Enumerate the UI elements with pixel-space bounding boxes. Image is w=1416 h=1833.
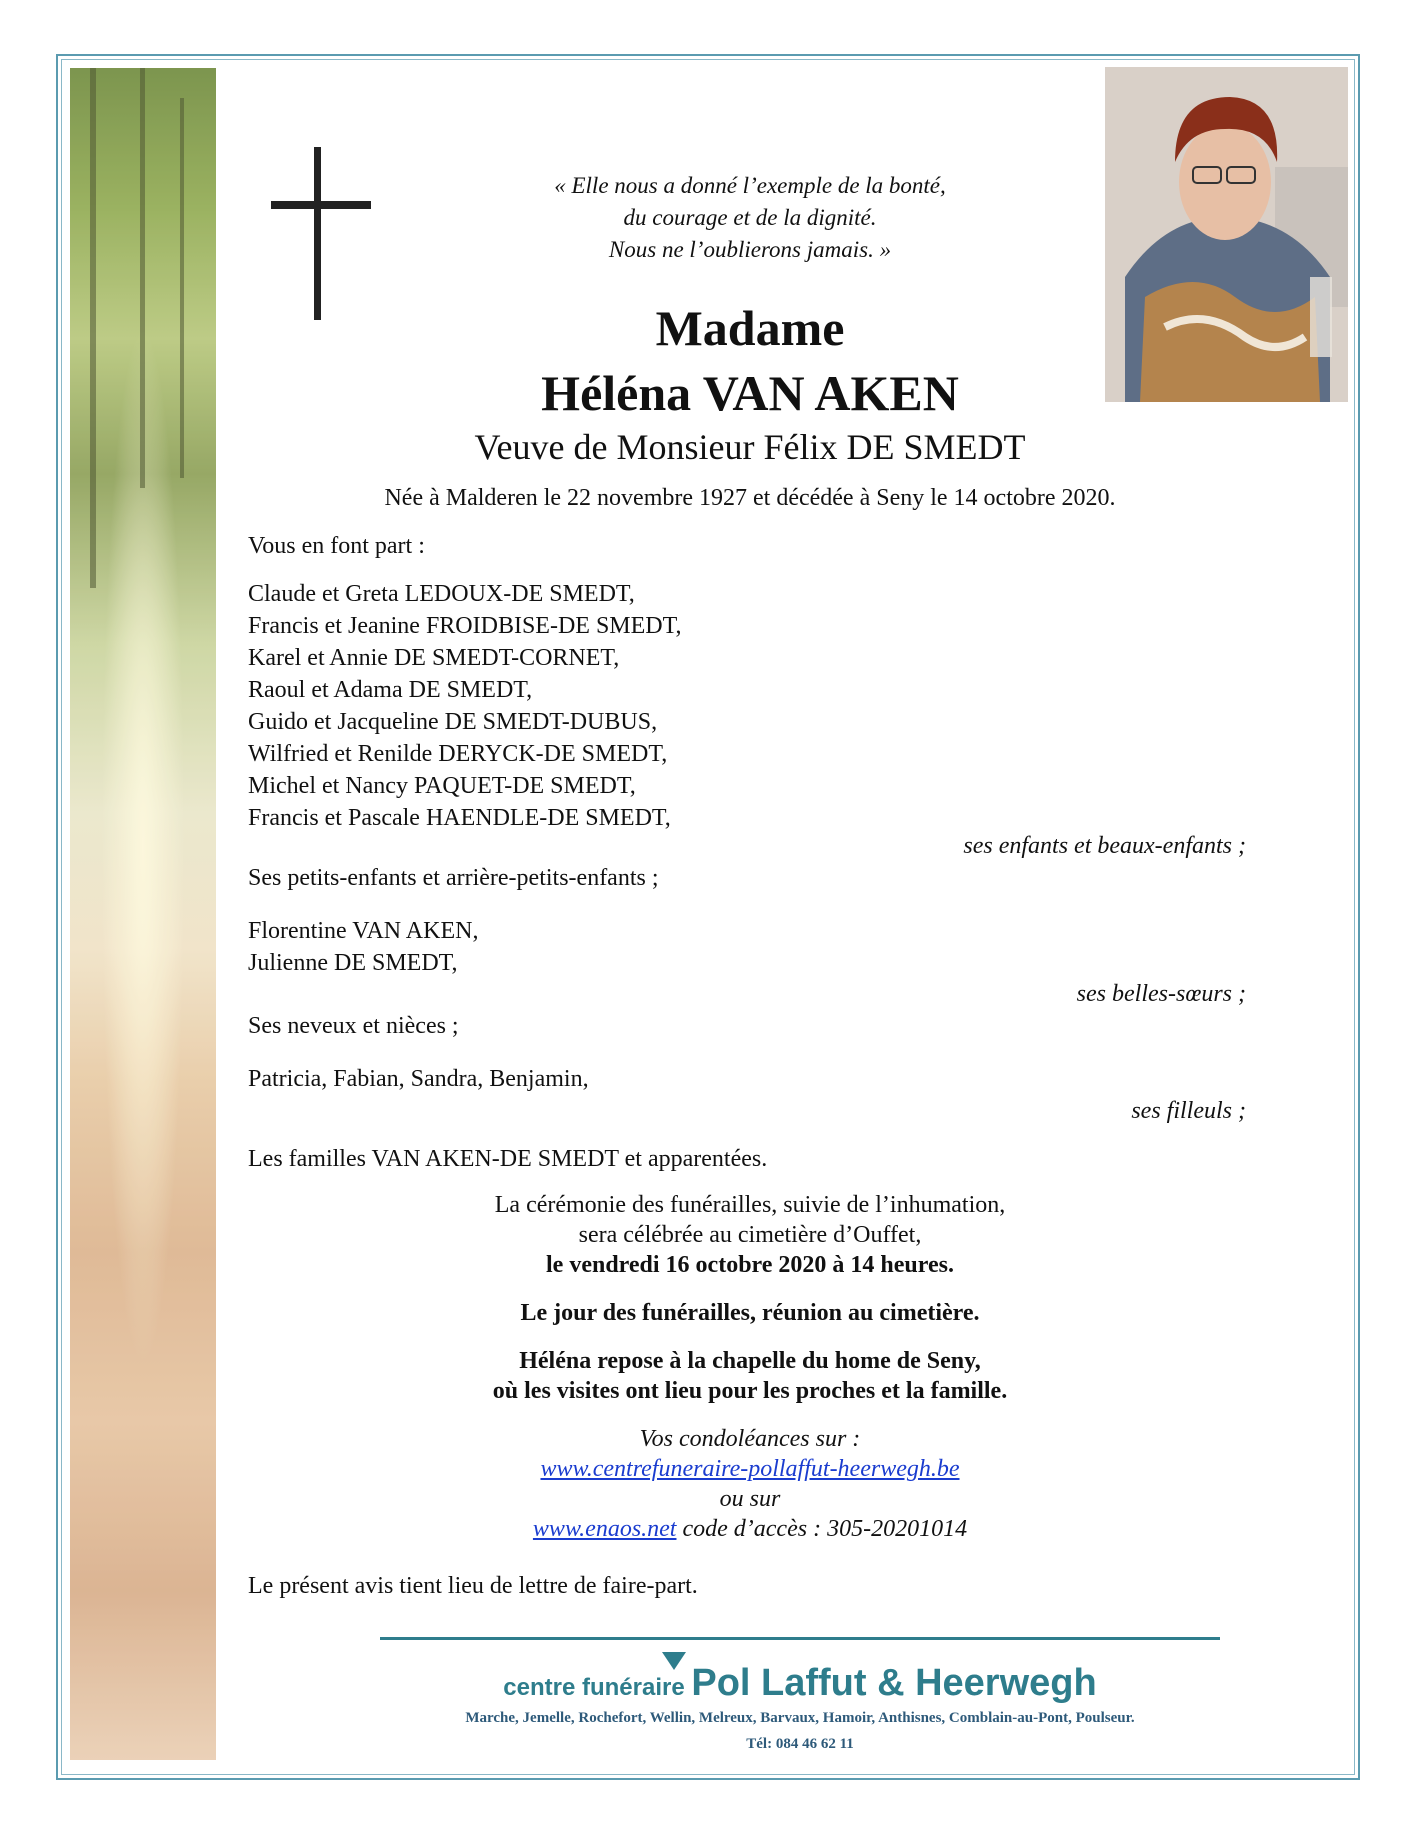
footer-towns: Marche, Jemelle, Rochefort, Wellin, Melreux, Barvaux, Hamoir, Anthisnes, Comblain-au-Pont, Poulseur. bbox=[465, 1710, 1135, 1726]
list-item: Florentine VAN AKEN, bbox=[248, 918, 479, 944]
list-item: Raoul et Adama DE SMEDT, bbox=[248, 677, 533, 703]
intro-text: Vous en font part : bbox=[248, 533, 425, 559]
cross-icon-bar bbox=[271, 201, 371, 209]
birth-death-dates: Née à Malderen le 22 novembre 1927 et décédée à Seny le 14 octobre 2020. bbox=[384, 485, 1116, 511]
sisters-in-law-label: ses belles-sœurs ; bbox=[1076, 981, 1246, 1007]
quote-line: Nous ne l’oublierons jamais. » bbox=[608, 237, 892, 262]
list-item: Karel et Annie DE SMEDT-CORNET, bbox=[248, 645, 620, 671]
rest-info: où les visites ont lieu pour les proches et la famille. bbox=[492, 1378, 1008, 1404]
cross-icon bbox=[314, 147, 321, 320]
families-text: Les familles VAN AKEN-DE SMEDT et apparentées. bbox=[248, 1146, 768, 1172]
children-label: ses enfants et beaux-enfants ; bbox=[963, 833, 1246, 859]
deceased-name: Héléna VAN AKEN bbox=[541, 365, 959, 421]
forest-path-image bbox=[70, 68, 216, 1760]
ceremony-info bbox=[350, 1190, 1150, 1544]
list-item: Francis et Pascale HAENDLE-DE SMEDT, bbox=[248, 805, 671, 831]
ceremony-date: le vendredi 16 octobre 2020 à 14 heures. bbox=[546, 1252, 954, 1278]
funeral-home-link[interactable]: www.centrefuneraire-pollaffut-heerwegh.be bbox=[540, 1456, 960, 1482]
nephews-text: Ses neveux et nièces ; bbox=[248, 1013, 459, 1039]
quote-line: du courage et de la dignité. bbox=[623, 205, 877, 230]
condolences-label: Vos condoléances sur : bbox=[639, 1426, 861, 1452]
logo-brand: Pol Laffut & Heerwegh bbox=[691, 1662, 1097, 1704]
portrait-photo bbox=[1105, 67, 1348, 402]
quote-line: « Elle nous a donné l’exemple de la bonté, bbox=[554, 173, 946, 198]
honorific-title: Madame bbox=[655, 300, 845, 356]
or-text: ou sur bbox=[719, 1486, 781, 1512]
memorial-quote bbox=[440, 170, 1060, 266]
children-list bbox=[248, 578, 682, 834]
footer-divider bbox=[380, 1637, 1220, 1640]
footer-phone: Tél: 084 46 62 11 bbox=[746, 1736, 854, 1752]
list-item: Guido et Jacqueline DE SMEDT-DUBUS, bbox=[248, 709, 658, 735]
closing-text: Le présent avis tient lieu de lettre de faire-part. bbox=[248, 1573, 698, 1599]
list-item: Wilfried et Renilde DERYCK-DE SMEDT, bbox=[248, 741, 668, 767]
list-item: Michel et Nancy PAQUET-DE SMEDT, bbox=[248, 773, 636, 799]
meeting-info: Le jour des funérailles, réunion au cimetière. bbox=[520, 1300, 980, 1326]
list-item: Claude et Greta LEDOUX-DE SMEDT, bbox=[248, 581, 635, 607]
list-item: Julienne DE SMEDT, bbox=[248, 950, 458, 976]
ceremony-line: sera célébrée au cimetière d’Ouffet, bbox=[578, 1222, 922, 1248]
access-code: code d’accès : 305-20201014 bbox=[676, 1516, 968, 1542]
logo-prefix: centre funéraire bbox=[503, 1674, 692, 1701]
ceremony-line: La cérémonie des funérailles, suivie de l’inhumation, bbox=[494, 1192, 1006, 1218]
list-item: Francis et Jeanine FROIDBISE-DE SMEDT, bbox=[248, 613, 682, 639]
godchildren-label: ses filleuls ; bbox=[1131, 1098, 1246, 1124]
widow-of: Veuve de Monsieur Félix DE SMEDT bbox=[474, 427, 1026, 467]
enaos-link[interactable]: www.enaos.net bbox=[532, 1516, 677, 1542]
grandchildren-text: Ses petits-enfants et arrière-petits-enfants ; bbox=[248, 865, 659, 891]
godchildren-text: Patricia, Fabian, Sandra, Benjamin, bbox=[248, 1066, 589, 1092]
rest-info: Héléna repose à la chapelle du home de Seny, bbox=[519, 1348, 981, 1374]
funeral-home-logo bbox=[380, 1662, 1220, 1705]
